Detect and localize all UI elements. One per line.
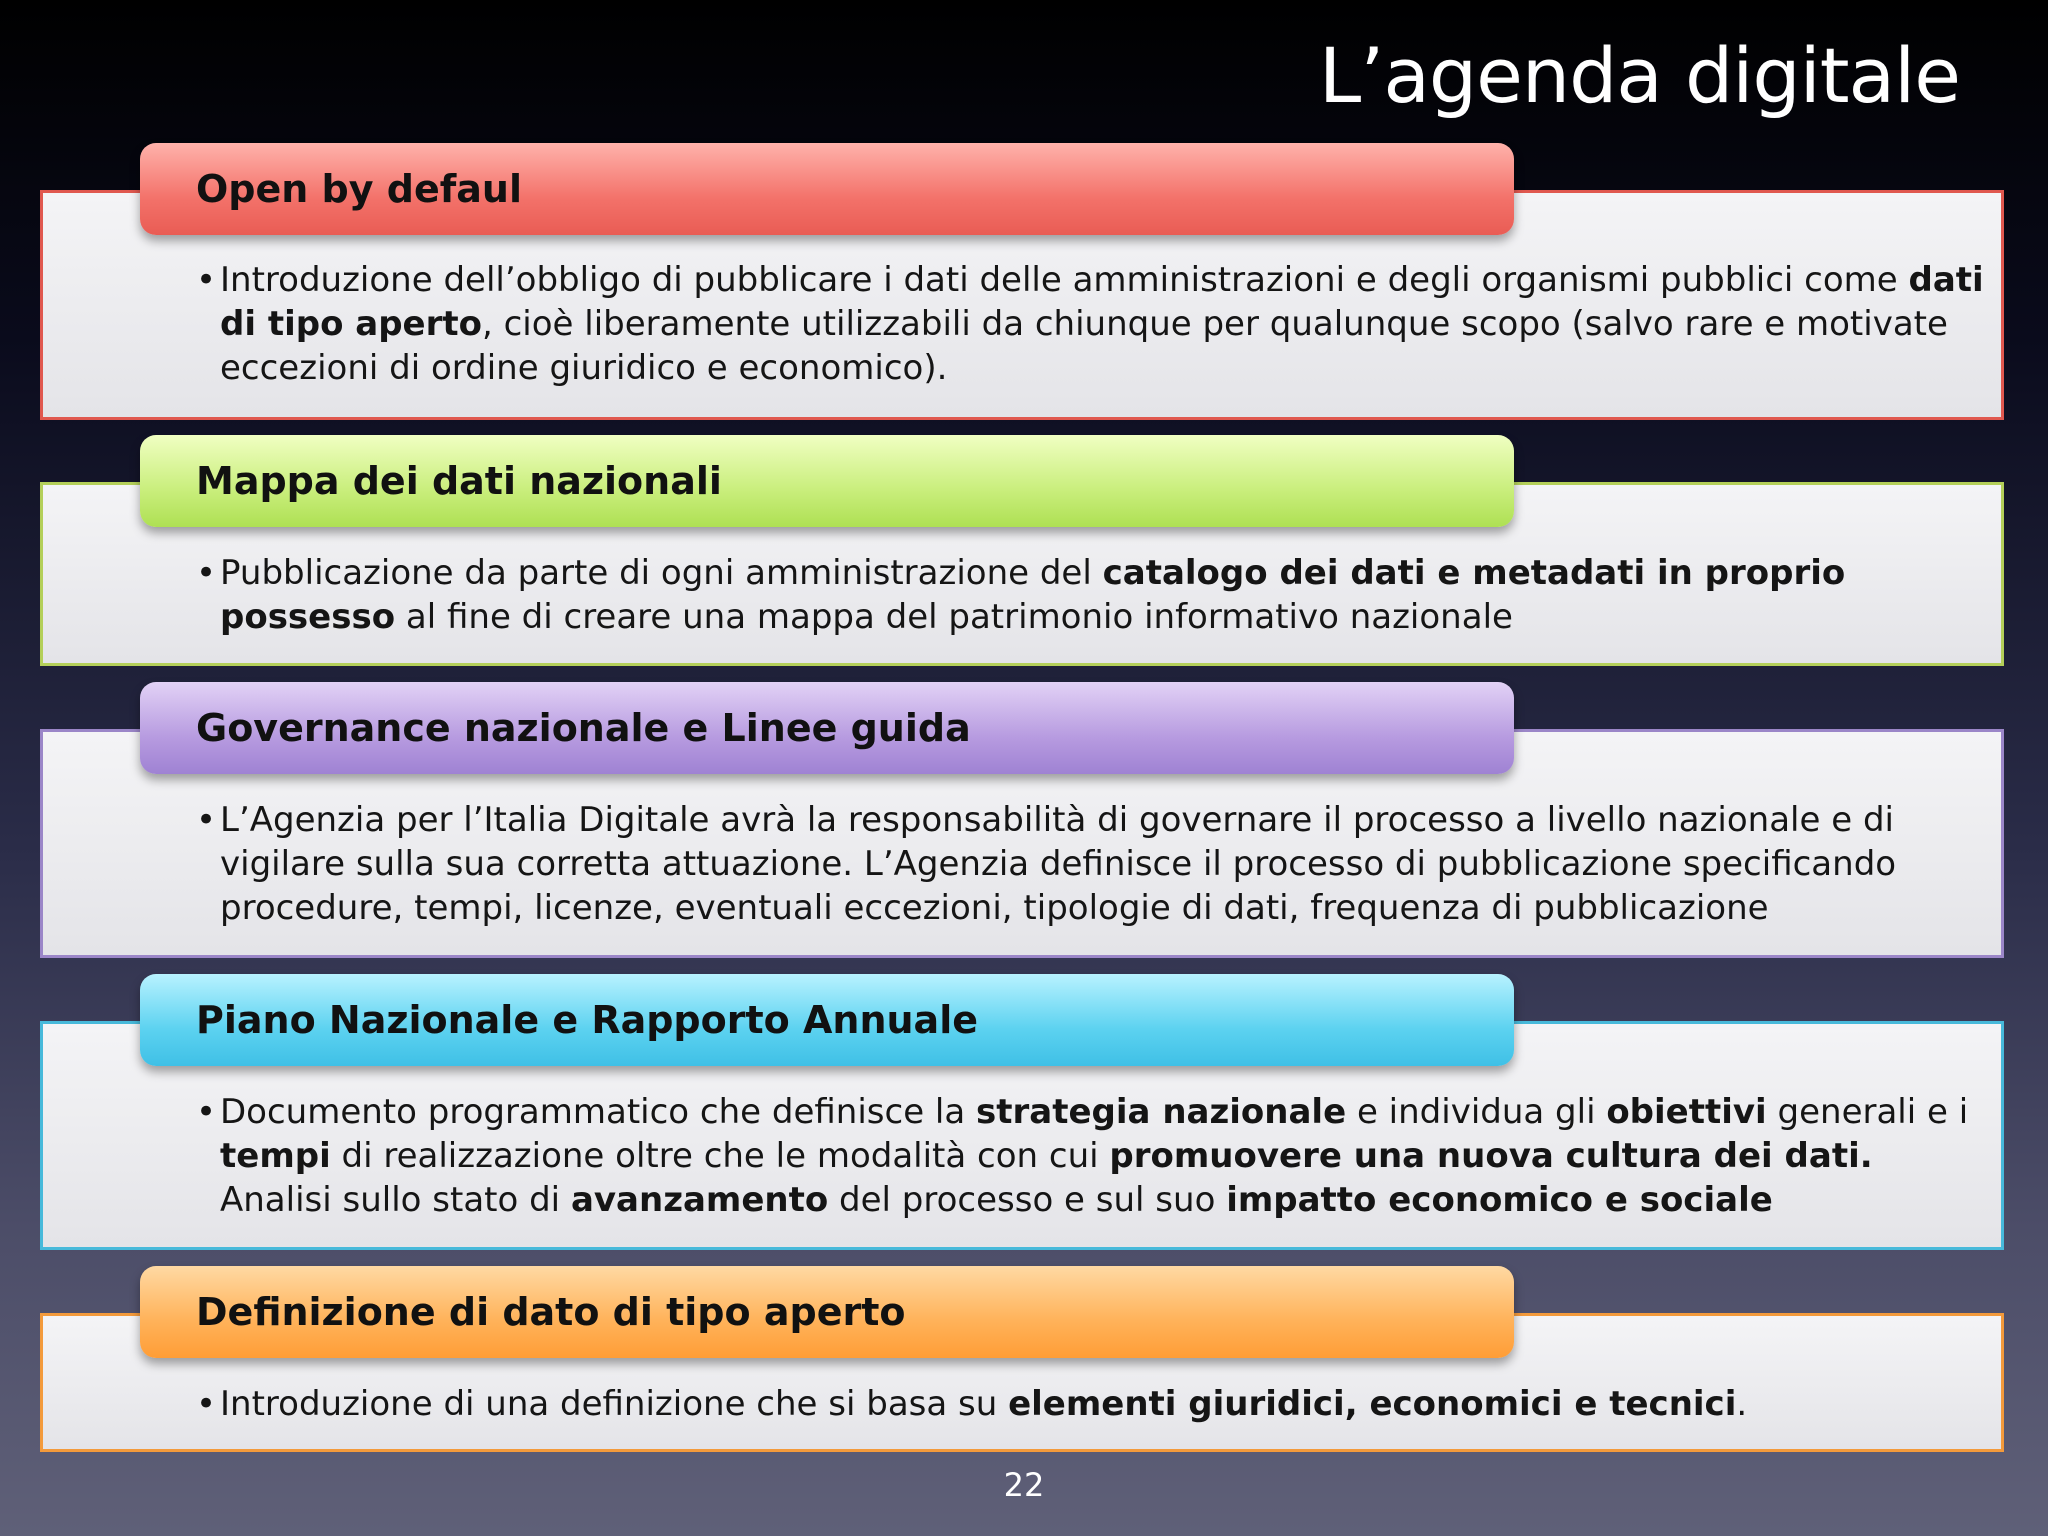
section-header-open-by-default: Open by defaul [140, 143, 1514, 235]
bullet-text-run: , cioè liberamente utilizzabili da chiunque per qualunque scopo (salvo rare e motivate eccezioni di ordine giuridico e economico). [220, 304, 1948, 388]
bullet-text-bold-run: tempi [220, 1136, 331, 1176]
bullet-text-bold-run: promuovere una nuova cultura dei dati. [1109, 1136, 1873, 1176]
bullet-text-run: al fine di creare una mappa del patrimonio informativo nazionale [395, 597, 1513, 637]
bullet-definizione [196, 1382, 1986, 1426]
bullet-text-run: Introduzione di una definizione che si basa su [220, 1384, 1009, 1424]
bullet-text-bold-run: avanzamento [570, 1180, 829, 1220]
bullet-text [220, 553, 1845, 637]
bullet-dot: • [196, 1384, 217, 1424]
bullet-governance [196, 798, 1986, 930]
bullet-text [220, 1384, 1747, 1424]
bullet-text-run: e individua gli [1346, 1092, 1607, 1132]
bullet-text [220, 260, 1984, 388]
section-header-mappa-dati: Mappa dei dati nazionali [140, 435, 1514, 527]
bullet-text-run: Introduzione dell’obbligo di pubblicare i dati delle amministrazioni e degli organismi pubblici come [220, 260, 1909, 300]
bullet-text-run: Pubblicazione da parte di ogni amministrazione del [220, 553, 1103, 593]
bullet-text-run: L’Agenzia per l’Italia Digitale avrà la responsabilità di governare il processo a livello nazionale e di vigilare sulla sua corretta attuazione. L’Agenzia definisce il processo di pubblicazione specificando procedure, tempi, licenze, eventuali eccezioni, tipologie di dati, frequenza di pubblicazione [220, 800, 1897, 928]
section-header-definizione: Definizione di dato di tipo aperto [140, 1266, 1514, 1358]
section-header-piano-nazionale: Piano Nazionale e Rapporto Annuale [140, 974, 1514, 1066]
bullet-text-bold-run: obiettivi [1606, 1092, 1767, 1132]
bullet-text-run: . [1736, 1384, 1748, 1424]
bullet-text [220, 1092, 1968, 1220]
slide-title: L’agenda digitale [1318, 31, 1960, 120]
bullet-text-run: di realizzazione oltre che le modalità con cui [330, 1136, 1110, 1176]
bullet-text-bold-run: strategia nazionale [976, 1092, 1347, 1132]
bullet-dot: • [196, 800, 217, 840]
bullet-dot: • [196, 1092, 217, 1132]
bullet-text-run: Documento programmatico che definisce la [220, 1092, 977, 1132]
section-header-governance: Governance nazionale e Linee guida [140, 682, 1514, 774]
bullet-mappa-dati [196, 551, 1986, 639]
bullet-text-bold-run: impatto economico e sociale [1226, 1180, 1773, 1220]
page-number: 22 [1003, 1466, 1045, 1504]
bullet-piano-nazionale [196, 1090, 1986, 1222]
bullet-text-run: generali e i [1766, 1092, 1969, 1132]
bullet-text [220, 800, 1896, 928]
bullet-text-bold-run: dati di tipo aperto [220, 260, 1984, 344]
bullet-text-run: del processo e sul suo [828, 1180, 1227, 1220]
bullet-dot: • [196, 553, 217, 593]
bullet-dot: • [196, 260, 217, 300]
bullet-open-by-default [196, 258, 1986, 390]
bullet-text-run: Analisi sullo stato di [220, 1180, 571, 1220]
bullet-text-bold-run: elementi giuridici, economici e tecnici [1008, 1384, 1737, 1424]
bullet-text-bold-run: catalogo dei dati e metadati in proprio possesso [220, 553, 1846, 637]
